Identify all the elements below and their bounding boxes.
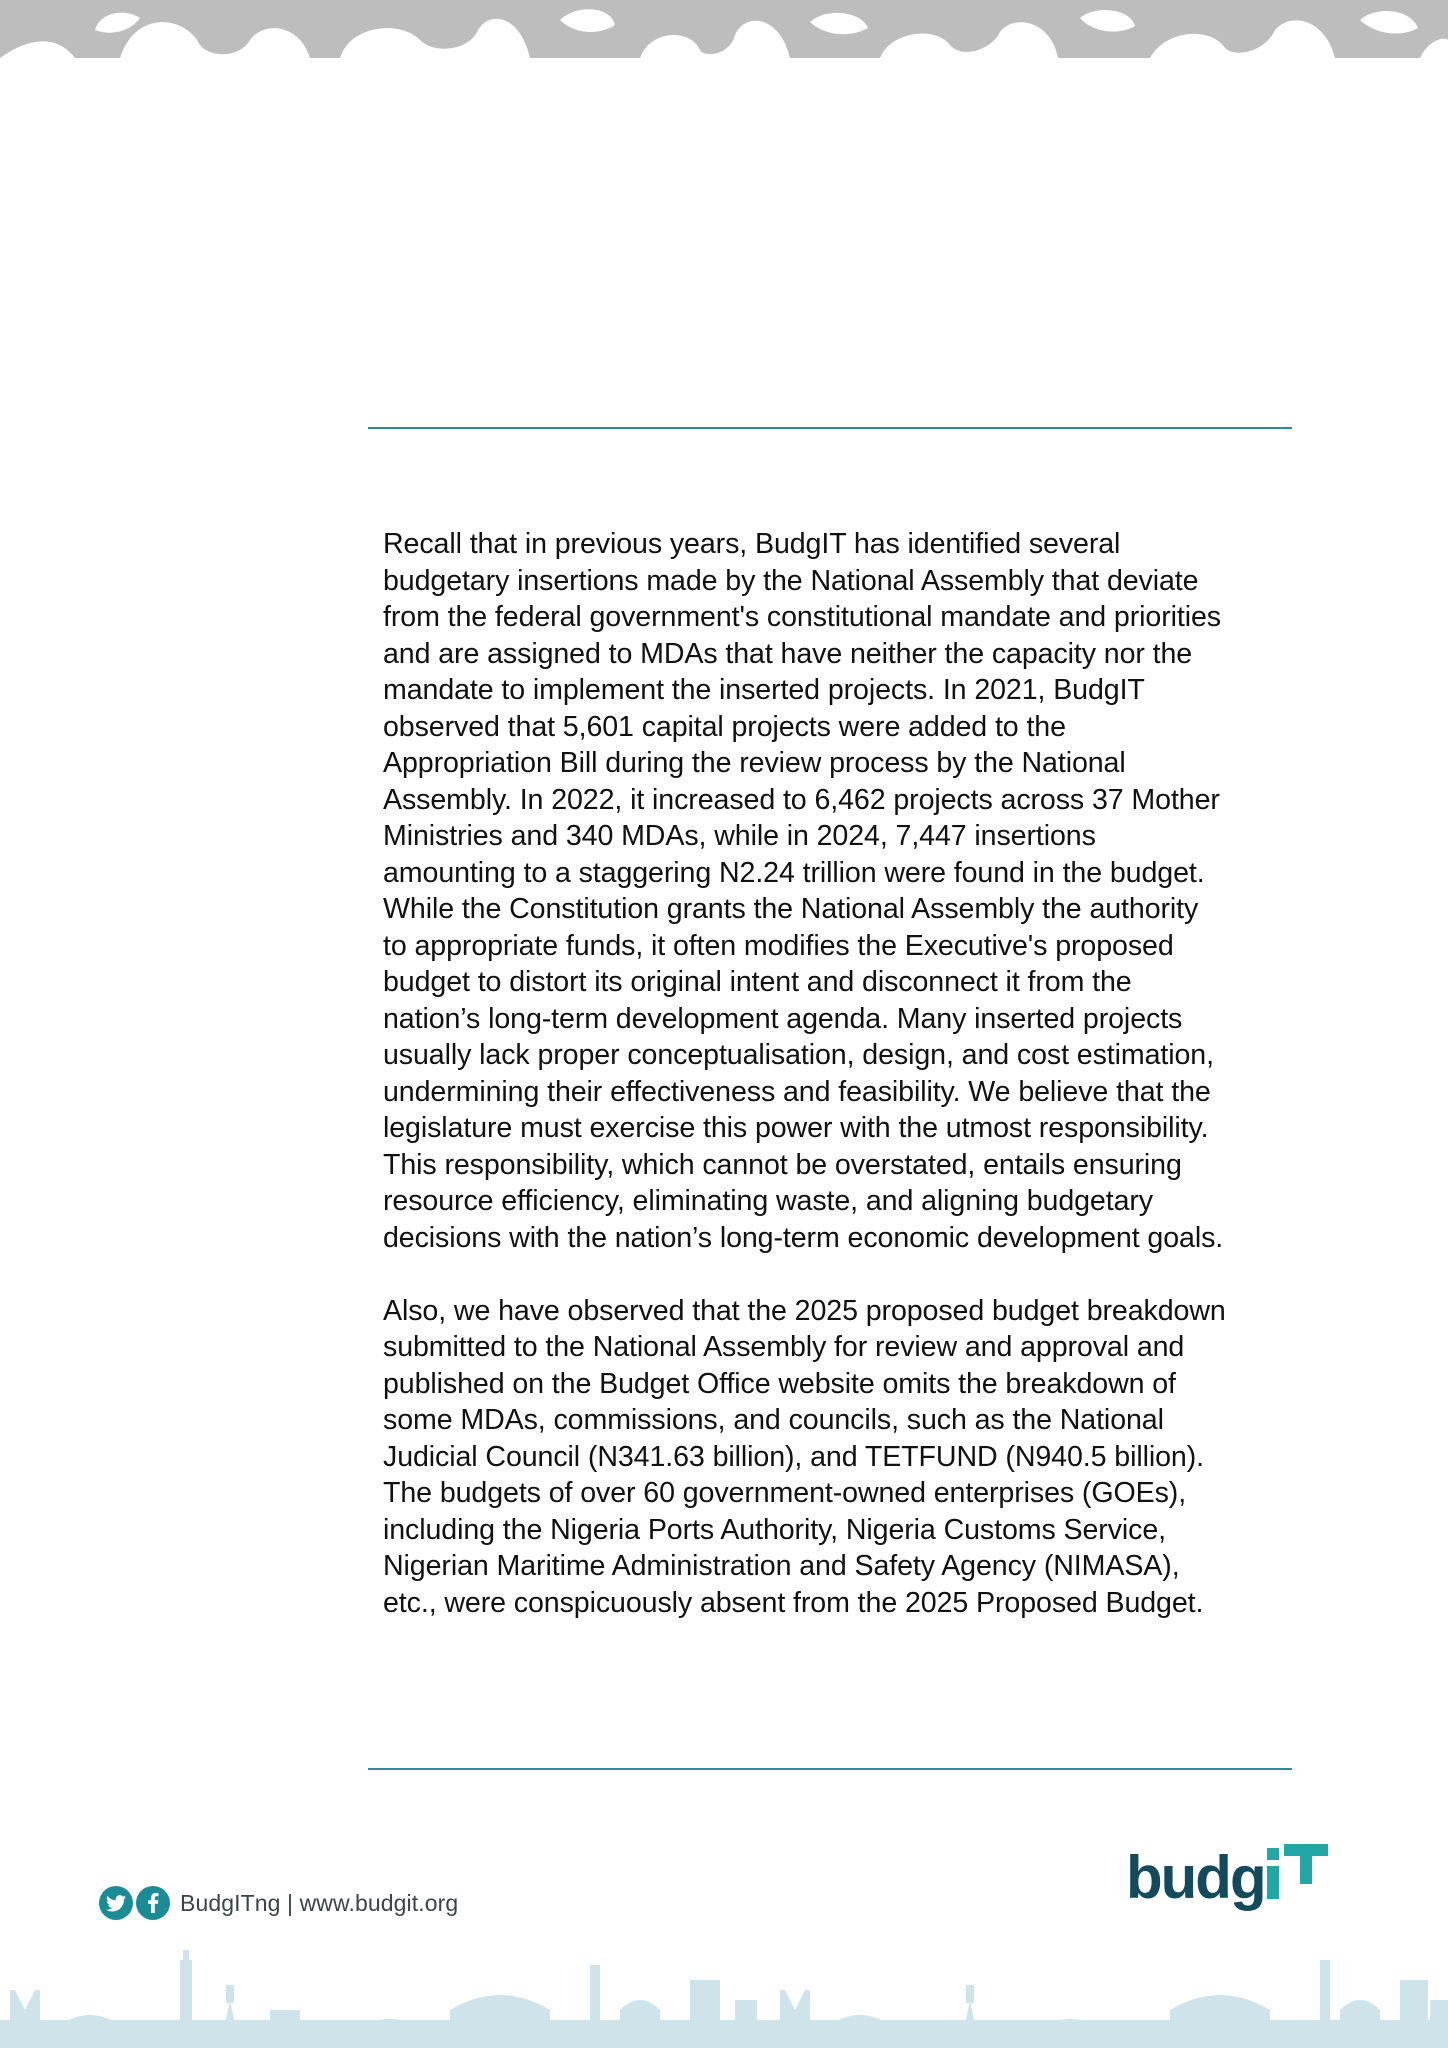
svg-text:budg: budg [1126,1844,1265,1911]
footer-social-text[interactable]: BudgITng | www.budgit.org [180,1889,459,1916]
twitter-icon[interactable] [99,1886,133,1920]
paragraph-insertions: Recall that in previous years, BudgIT has identified several budgetary insertions made by the National Assembly that deviate from the federal government's constitutional mandate and priorities and are assigned to MDAs that have neither the capacity nor the mandate to implement the inserted projects. In 2021, BudgIT observed that 5,601 capital projects were added to the Appropriation Bill during the review process by the National Assembly. In 2022, it increased to 6,462 projects across 37 Mother Ministries and 340 MDAs, while in 2024, 7,447 insertions amounting to a staggering N2.24 trillion were found in the budget. While the Constitution grants the National Assembly the authority to appropriate funds, it often modifies the Executive's proposed budget to distort its original intent and disconnect it from the nation’s long-term development agenda. Many inserted projects usually lack proper conceptualisation, design, and cost estimation, undermining their effectiveness and feasibility. We believe that the legislature must exercise this power with the utmost responsibility. This responsibility, which cannot be overstated, entails ensuring resource efficiency, eliminating waste, and aligning budgetary decisions with the nation’s long-term economic development goals. [383,528,1224,1254]
facebook-icon[interactable] [136,1886,170,1920]
top-divider-line [368,427,1292,429]
bottom-divider-line [368,1768,1292,1770]
city-skyline-decoration [0,1950,1448,2048]
body-text [383,526,1303,1658]
top-pattern-band [0,0,1448,58]
paragraph-omissions: Also, we have observed that the 2025 proposed budget breakdown submitted to the National Assembly for review and approval and published on the Budget Office website omits the breakdown of some MDAs, commissions, and councils, such as the National Judicial Council (N341.63 billion), and TETFUND (N940.5 billion). The budgets of over 60 government-owned enterprises (GOEs), including the Nigeria Ports Authority, Nigeria Customs Service, Nigerian Maritime Administration and Safety Agency (NIMASA), etc., were conspicuously absent from the 2025 Proposed Budget. [383,1294,1226,1619]
footer-social [99,1885,458,1921]
budgit-logo [1126,1840,1336,1920]
